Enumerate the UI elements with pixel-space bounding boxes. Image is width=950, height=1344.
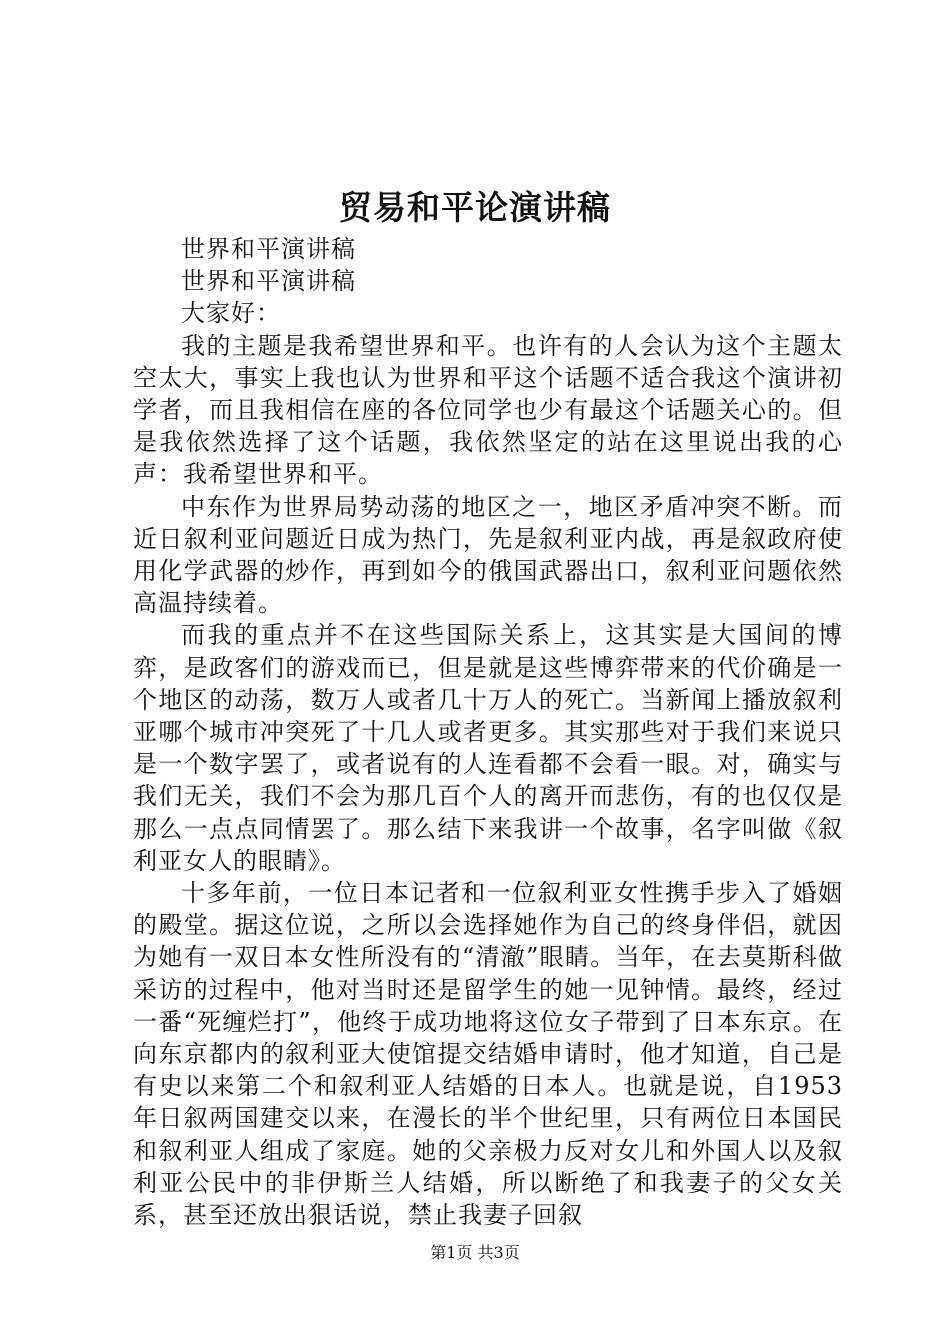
- paragraph-subtitle-2: 世界和平演讲稿: [181, 267, 356, 296]
- paragraph-focus: 而我的重点并不在这些国际关系上，这其实是大国间的博弈，是政客们的游戏而已，但是就是这些博弈带来的代价确是一个地区的动荡，数万人或者几十万人的死亡。当新闻上播放叙利亚哪个城市冲突死了十几人或者更多。其实那些对于我们来说只是一个数字罢了，或者说有的人连看都不会看一眼。对，确实与我们无关，我们不会为那几百个人的离开而悲伤，有的也仅仅是那么一点点同情罢了。那么结下来我讲一个故事，名字叫做《叙利亚女人的眼睛》。: [133, 621, 843, 875]
- paragraph-story: 十多年前，一位日本记者和一位叙利亚女性携手步入了婚姻的殿堂。据这位说，之所以会选择她作为自己的终身伴侣，就因为她有一双日本女性所没有的“清澈”眼睛。当年，在去莫斯科做采访的过程中，他对当时还是留学生的她一见钟情。最终，经过一番“死缠烂打”，他终于成功地将这位女子带到了日本东京。在向东京都内的叙利亚大使馆提交结婚申请时，他才知道，自己是有史以来第二个和叙利亚人结婚的日本人。也就是说，自1953年日叙两国建交以来，在漫长的半个世纪里，只有两位日本国民和叙利亚人组成了家庭。她的父亲极力反对女儿和外国人以及叙利亚公民中的非伊斯兰人结婚，所以断绝了和我妻子的父女关系，甚至还放出狠话说，禁止我妻子回叙: [133, 879, 843, 1230]
- document-title: 贸易和平论演讲稿: [339, 188, 611, 227]
- document-body: [133, 233, 843, 1231]
- paragraph-middle-east: 中东作为世界局势动荡的地区之一，地区矛盾冲突不断。而近日叙利亚问题近日成为热门，先是叙利亚内战，再是叙政府使用化学武器的炒作，再到如今的俄国武器出口，叙利亚问题依然高温持续着。: [133, 492, 843, 618]
- page-footer: 第1页 共3页: [430, 1243, 520, 1262]
- paragraph-subtitle-1: 世界和平演讲稿: [181, 235, 356, 263]
- paragraph-greeting: 大家好：: [181, 299, 281, 328]
- paragraph-theme: 我的主题是我希望世界和平。也许有的人会认为这个主题太空太大，事实上我也认为世界和平这个话题不适合我这个演讲初学者，而且我相信在座的各位同学也少有最这个话题关心的。但是我依然选择了这个话题，我依然坚定的站在这里说出我的心声：我希望世界和平。: [133, 331, 843, 489]
